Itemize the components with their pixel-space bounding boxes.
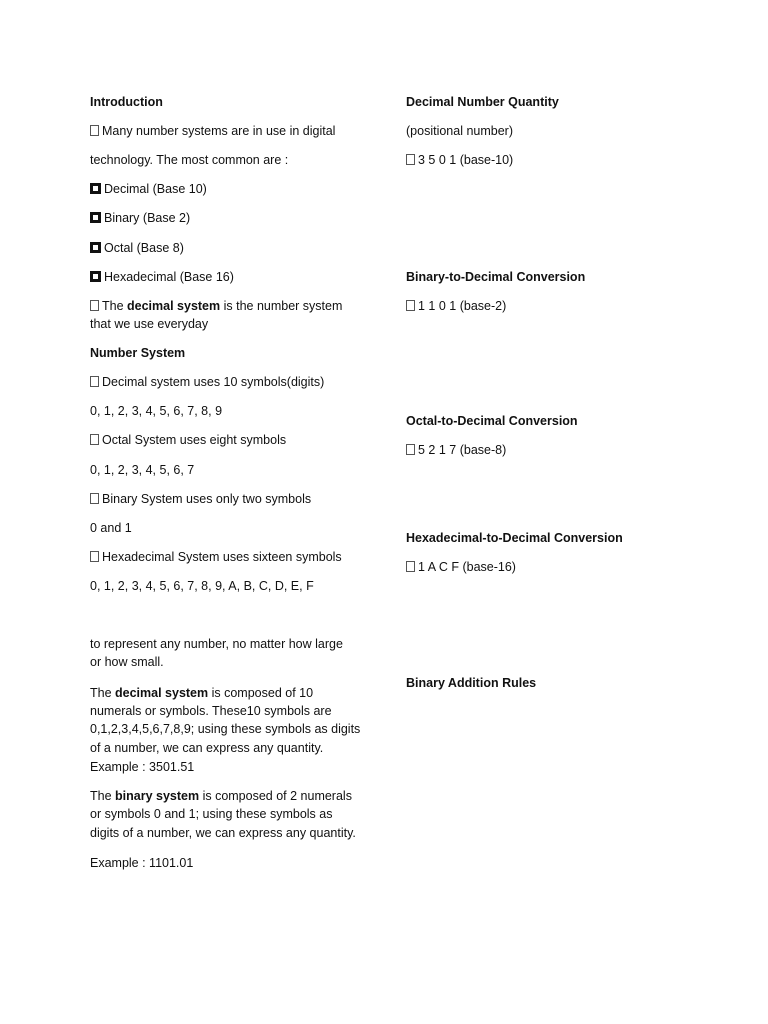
square-bullet-icon xyxy=(90,242,101,253)
binary-addition-rules-heading: Binary Addition Rules xyxy=(406,676,537,690)
decimal-everyday-line2: that we use everyday xyxy=(90,317,209,331)
decimal-symbols: 0, 1, 2, 3, 4, 5, 6, 7, 8, 9 xyxy=(90,404,223,418)
decimal-example-digits: 3 5 0 1 (base-10) xyxy=(406,151,706,169)
list-item: Binary (Base 2) xyxy=(90,209,370,227)
intro-heading: Introduction xyxy=(90,95,163,109)
decimal-desc-line4: of a number, we can express any quantity. xyxy=(90,741,324,755)
square-bullet-icon xyxy=(90,271,101,282)
list-item: Hexadecimal (Base 16) xyxy=(90,268,370,286)
missing-glyph-icon xyxy=(90,551,99,562)
hex-symbols: 0, 1, 2, 3, 4, 5, 6, 7, 8, 9, A, B, C, D, E, F xyxy=(90,579,314,593)
hex-example-digits: 1 A C F (base-16) xyxy=(406,558,706,576)
missing-glyph-icon xyxy=(406,444,415,455)
missing-glyph-icon xyxy=(406,561,415,572)
missing-glyph-icon xyxy=(90,300,99,311)
square-bullet-icon xyxy=(90,183,101,194)
binary-to-decimal-heading: Binary-to-Decimal Conversion xyxy=(406,270,586,284)
decimal-desc-line3: 0,1,2,3,4,5,6,7,8,9; using these symbols as digits xyxy=(90,722,361,736)
missing-glyph-icon xyxy=(406,154,415,165)
intro-paragraph-line2: technology. The most common are : xyxy=(90,153,289,167)
binary-desc-line3: digits of a number, we can express any quantity. xyxy=(90,826,356,840)
positional-number-note: (positional number) xyxy=(406,124,513,138)
hex-to-decimal-heading: Hexadecimal-to-Decimal Conversion xyxy=(406,531,623,545)
decimal-everyday-line1: The decimal system is the number system xyxy=(90,297,370,315)
missing-glyph-icon xyxy=(90,125,99,136)
binary-example-digits: 1 1 0 1 (base-2) xyxy=(406,297,706,315)
decimal-desc-line2: numerals or symbols. These10 symbols are xyxy=(90,704,332,718)
hex-symbols-line: Hexadecimal System uses sixteen symbols xyxy=(90,548,370,566)
missing-glyph-icon xyxy=(90,434,99,445)
binary-desc-line1: The binary system is composed of 2 numerals xyxy=(90,789,352,803)
list-item: Octal (Base 8) xyxy=(90,239,370,257)
binary-symbols: 0 and 1 xyxy=(90,521,132,535)
missing-glyph-icon xyxy=(90,493,99,504)
decimal-number-quantity-heading: Decimal Number Quantity xyxy=(406,95,559,109)
octal-symbols-line: Octal System uses eight symbols xyxy=(90,431,370,449)
decimal-desc-line1: The decimal system is composed of 10 xyxy=(90,686,314,700)
decimal-symbols-line: Decimal system uses 10 symbols(digits) xyxy=(90,373,370,391)
decimal-example: Example : 3501.51 xyxy=(90,760,195,774)
missing-glyph-icon xyxy=(406,300,415,311)
octal-example-digits: 5 2 1 7 (base-8) xyxy=(406,441,706,459)
represent-line1: to represent any number, no matter how large xyxy=(90,637,343,651)
intro-paragraph-line1: Many number systems are in use in digital xyxy=(90,122,370,140)
binary-symbols-line: Binary System uses only two symbols xyxy=(90,490,370,508)
octal-to-decimal-heading: Octal-to-Decimal Conversion xyxy=(406,414,578,428)
square-bullet-icon xyxy=(90,212,101,223)
octal-symbols: 0, 1, 2, 3, 4, 5, 6, 7 xyxy=(90,463,195,477)
list-item: Decimal (Base 10) xyxy=(90,180,370,198)
represent-line2: or how small. xyxy=(90,655,164,669)
number-system-heading: Number System xyxy=(90,346,186,360)
missing-glyph-icon xyxy=(90,376,99,387)
binary-example: Example : 1101.01 xyxy=(90,856,194,870)
binary-desc-line2: or symbols 0 and 1; using these symbols as xyxy=(90,807,333,821)
